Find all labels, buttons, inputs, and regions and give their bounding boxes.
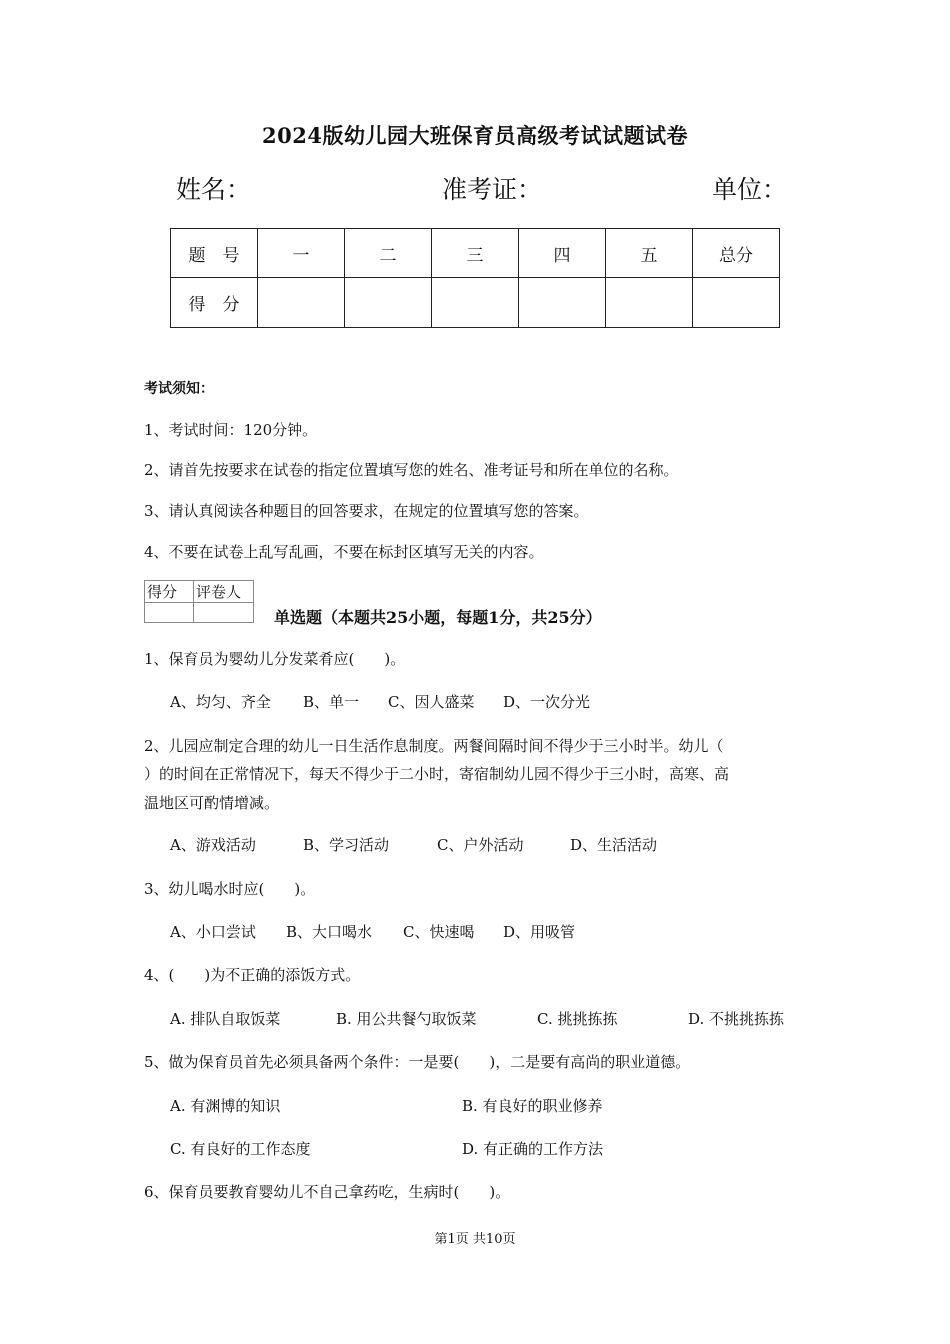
- option: D. 有正确的工作方法: [462, 1140, 604, 1158]
- score-table-score-row: [171, 278, 780, 328]
- option: A、均匀、齐全: [170, 693, 271, 711]
- grader-box-score-label: 得分: [145, 581, 194, 603]
- option: C. 有良好的工作态度: [170, 1140, 311, 1158]
- option: C. 挑挑拣拣: [537, 1010, 618, 1028]
- name-field-label: 姓名：: [176, 175, 252, 204]
- option: A、游戏活动: [170, 836, 256, 854]
- header-cell: 四: [519, 229, 606, 278]
- score-row-label: 得 分: [171, 278, 258, 328]
- score-table-header-row: [171, 229, 780, 278]
- header-cell: 二: [345, 229, 432, 278]
- score-cell[interactable]: [345, 278, 432, 328]
- score-cell[interactable]: [432, 278, 519, 328]
- option: B、单一: [303, 693, 360, 711]
- option: D、用吸管: [503, 923, 576, 941]
- option: C、户外活动: [437, 836, 524, 854]
- option: A. 排队自取饭菜: [170, 1010, 281, 1028]
- grader-box-score-cell[interactable]: [145, 603, 194, 623]
- header-cell: 一: [258, 229, 345, 278]
- option: C、快速喝: [403, 923, 475, 941]
- question-text: ）的时间在正常情况下，每天不得少于二小时，寄宿制幼儿园不得少于三小时，高寒、高: [144, 765, 730, 783]
- exam-id-field-label: 准考证：: [442, 175, 543, 204]
- score-cell[interactable]: [693, 278, 780, 328]
- score-cell[interactable]: [519, 278, 606, 328]
- grader-box-grader-label: 评卷人: [194, 581, 254, 603]
- header-cell: 总分: [693, 229, 780, 278]
- option: C、因人盛菜: [388, 693, 475, 711]
- option: A、小口尝试: [170, 923, 256, 941]
- question-text: 2、儿园应制定合理的幼儿一日生活作息制度。两餐间隔时间不得少于三小时半。幼儿（: [144, 737, 724, 755]
- question-text: 温地区可酌情增减。: [144, 794, 280, 812]
- question-text: 4、( )为不正确的添饭方式。: [144, 966, 361, 984]
- header-cell: 五: [606, 229, 693, 278]
- option: B、大口喝水: [286, 923, 373, 941]
- question-text: 3、幼儿喝水时应( )。: [144, 880, 316, 898]
- option: D. 不挑挑拣拣: [688, 1010, 785, 1028]
- page-title: 2024版幼儿园大班保育员高级考试试题试卷: [262, 123, 688, 148]
- grader-box: [144, 580, 254, 623]
- score-cell[interactable]: [258, 278, 345, 328]
- question-text: 6、保育员要教育婴幼儿不自己拿药吃，生病时( )。: [144, 1183, 511, 1201]
- score-table: [170, 228, 780, 328]
- header-cell: 题 号: [171, 229, 258, 278]
- option: B. 用公共餐勺取饭菜: [336, 1010, 477, 1028]
- notice-item: 1、考试时间：120分钟。: [144, 421, 318, 439]
- grader-box-grader-cell[interactable]: [194, 603, 254, 623]
- section-title: 单选题（本题共25小题，每题1分，共25分）: [274, 608, 602, 627]
- option: D、一次分光: [503, 693, 591, 711]
- option: B、学习活动: [303, 836, 390, 854]
- header-cell: 三: [432, 229, 519, 278]
- option: D、生活活动: [570, 836, 658, 854]
- notice-item: 4、不要在试卷上乱写乱画，不要在标封区填写无关的内容。: [144, 543, 544, 561]
- option: A. 有渊博的知识: [170, 1097, 281, 1115]
- unit-field-label: 单位：: [712, 175, 788, 204]
- notice-heading: 考试须知：: [144, 381, 214, 397]
- score-cell[interactable]: [606, 278, 693, 328]
- notice-item: 2、请首先按要求在试卷的指定位置填写您的姓名、准考证号和所在单位的名称。: [144, 461, 679, 479]
- option: B. 有良好的职业修养: [462, 1097, 603, 1115]
- question-text: 5、做为保育员首先必须具备两个条件：一是要( )，二是要有高尚的职业道德。: [144, 1053, 691, 1071]
- notice-item: 3、请认真阅读各种题目的回答要求，在规定的位置填写您的答案。: [144, 502, 589, 520]
- page-footer: 第1页 共10页: [434, 1232, 516, 1247]
- question-text: 1、保育员为婴幼儿分发菜肴应( )。: [144, 650, 406, 668]
